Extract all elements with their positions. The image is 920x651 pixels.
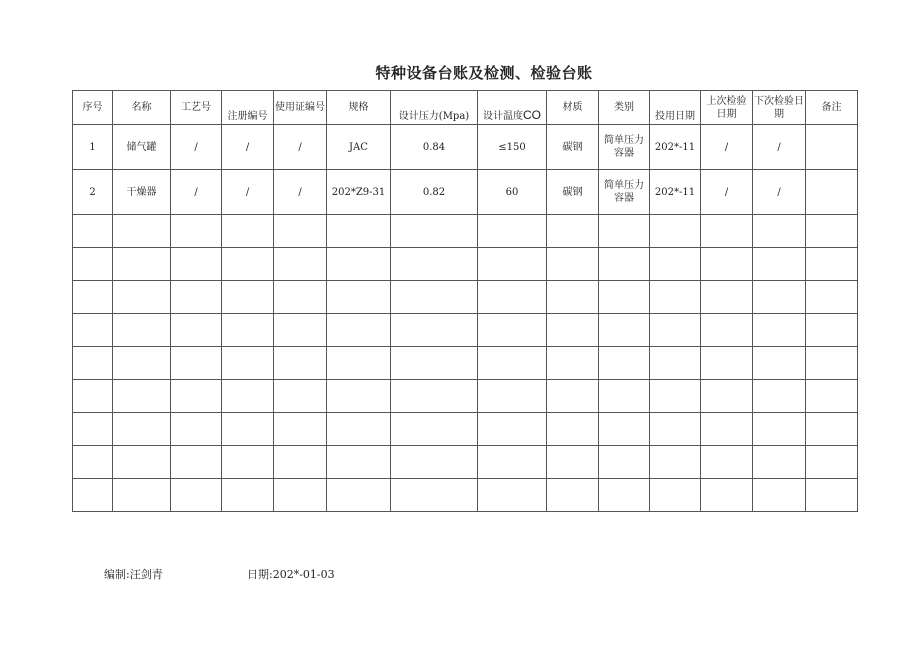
empty-cell <box>327 446 391 479</box>
cell-next-inspection: / <box>753 125 806 170</box>
empty-cell <box>599 347 650 380</box>
empty-cell <box>701 413 753 446</box>
cell-name: 储气罐 <box>113 125 171 170</box>
empty-cell <box>806 347 858 380</box>
empty-cell <box>73 314 113 347</box>
empty-cell <box>274 380 327 413</box>
empty-cell <box>222 380 274 413</box>
cell-seq: 2 <box>73 170 113 215</box>
empty-cell <box>113 248 171 281</box>
empty-cell <box>274 314 327 347</box>
empty-cell <box>753 380 806 413</box>
empty-cell <box>478 446 547 479</box>
empty-cell <box>171 413 222 446</box>
cell-spec: JAC <box>327 125 391 170</box>
empty-cell <box>701 479 753 512</box>
cell-material: 碳钢 <box>547 125 599 170</box>
empty-row <box>73 248 858 281</box>
header-design-pressure: 设计压力(Mpa) <box>391 91 478 125</box>
cell-in-service-date: 202*-11 <box>650 125 701 170</box>
empty-row <box>73 215 858 248</box>
empty-cell <box>753 413 806 446</box>
empty-row <box>73 314 858 347</box>
table-row <box>73 170 858 215</box>
empty-cell <box>113 215 171 248</box>
editor-label: 编制: <box>104 568 130 581</box>
empty-cell <box>650 479 701 512</box>
empty-cell <box>222 347 274 380</box>
cell-design-temp: ≤150 <box>478 125 547 170</box>
equipment-ledger-table <box>72 90 858 512</box>
cell-material: 碳钢 <box>547 170 599 215</box>
empty-cell <box>391 479 478 512</box>
empty-cell <box>753 314 806 347</box>
empty-cell <box>391 215 478 248</box>
empty-cell <box>701 248 753 281</box>
empty-cell <box>171 314 222 347</box>
empty-cell <box>650 281 701 314</box>
empty-cell <box>599 314 650 347</box>
cell-reg-no: / <box>222 170 274 215</box>
header-design-temp-unit: CO <box>523 108 541 122</box>
empty-cell <box>547 248 599 281</box>
header-reg-no: 注册编号 <box>222 91 274 125</box>
empty-cell <box>274 479 327 512</box>
empty-cell <box>391 380 478 413</box>
cell-cert-no: / <box>274 170 327 215</box>
empty-cell <box>547 380 599 413</box>
empty-cell <box>73 380 113 413</box>
cell-process-no: / <box>171 170 222 215</box>
empty-cell <box>547 446 599 479</box>
empty-cell <box>274 446 327 479</box>
cell-process-no: / <box>171 125 222 170</box>
empty-cell <box>222 314 274 347</box>
empty-cell <box>753 215 806 248</box>
empty-cell <box>274 281 327 314</box>
empty-cell <box>753 347 806 380</box>
empty-cell <box>547 413 599 446</box>
empty-cell <box>171 281 222 314</box>
cell-category: 简单压力容器 <box>599 170 650 215</box>
empty-cell <box>547 314 599 347</box>
empty-cell <box>650 380 701 413</box>
empty-cell <box>806 248 858 281</box>
header-remarks: 备注 <box>806 91 858 125</box>
empty-cell <box>806 380 858 413</box>
empty-cell <box>753 479 806 512</box>
cell-seq: 1 <box>73 125 113 170</box>
cell-name: 干燥器 <box>113 170 171 215</box>
empty-cell <box>222 479 274 512</box>
empty-row <box>73 479 858 512</box>
cell-last-inspection: / <box>701 170 753 215</box>
empty-cell <box>547 479 599 512</box>
empty-cell <box>478 281 547 314</box>
cell-category: 简单压力容器 <box>599 125 650 170</box>
empty-cell <box>478 380 547 413</box>
empty-cell <box>222 281 274 314</box>
empty-cell <box>701 314 753 347</box>
empty-cell <box>806 281 858 314</box>
empty-row <box>73 380 858 413</box>
empty-cell <box>753 281 806 314</box>
empty-cell <box>327 215 391 248</box>
empty-cell <box>222 446 274 479</box>
header-material: 材质 <box>547 91 599 125</box>
empty-cell <box>391 314 478 347</box>
cell-spec: 202*Z9-31 <box>327 170 391 215</box>
empty-cell <box>113 380 171 413</box>
cell-remarks <box>806 170 858 215</box>
empty-cell <box>274 215 327 248</box>
empty-cell <box>599 413 650 446</box>
header-next-inspection: 下次检验日期 <box>753 91 806 125</box>
cell-reg-no: / <box>222 125 274 170</box>
header-name: 名称 <box>113 91 171 125</box>
empty-cell <box>73 281 113 314</box>
header-row <box>73 91 858 125</box>
header-design-temp-label: 设计温度 <box>483 111 523 122</box>
empty-cell <box>547 347 599 380</box>
empty-cell <box>599 446 650 479</box>
empty-cell <box>547 215 599 248</box>
empty-cell <box>171 215 222 248</box>
empty-cell <box>806 479 858 512</box>
empty-cell <box>650 248 701 281</box>
cell-cert-no: / <box>274 125 327 170</box>
empty-cell <box>701 347 753 380</box>
header-cert-no: 使用证编号 <box>274 91 327 125</box>
cell-remarks <box>806 125 858 170</box>
empty-cell <box>599 248 650 281</box>
empty-cell <box>650 314 701 347</box>
empty-cell <box>113 479 171 512</box>
cell-design-temp: 60 <box>478 170 547 215</box>
header-design-temp <box>478 91 547 125</box>
empty-row <box>73 281 858 314</box>
empty-cell <box>478 215 547 248</box>
empty-cell <box>113 281 171 314</box>
editor-name: 汪剑青 <box>129 568 163 581</box>
empty-cell <box>327 248 391 281</box>
empty-cell <box>73 347 113 380</box>
empty-cell <box>73 215 113 248</box>
empty-cell <box>547 281 599 314</box>
empty-cell <box>73 413 113 446</box>
table-row <box>73 125 858 170</box>
empty-cell <box>327 479 391 512</box>
empty-cell <box>650 347 701 380</box>
header-in-service-date: 投用日期 <box>650 91 701 125</box>
empty-cell <box>478 347 547 380</box>
empty-cell <box>478 248 547 281</box>
empty-cell <box>650 215 701 248</box>
cell-next-inspection: / <box>753 170 806 215</box>
empty-cell <box>327 347 391 380</box>
cell-design-pressure: 0.82 <box>391 170 478 215</box>
empty-cell <box>274 248 327 281</box>
empty-cell <box>391 248 478 281</box>
empty-cell <box>478 479 547 512</box>
empty-cell <box>701 446 753 479</box>
empty-cell <box>650 413 701 446</box>
empty-cell <box>391 446 478 479</box>
empty-cell <box>171 446 222 479</box>
empty-cell <box>327 281 391 314</box>
empty-cell <box>599 380 650 413</box>
empty-cell <box>113 347 171 380</box>
cell-design-pressure: 0.84 <box>391 125 478 170</box>
empty-cell <box>171 248 222 281</box>
empty-cell <box>391 347 478 380</box>
empty-row <box>73 347 858 380</box>
page-title: 特种设备台账及检测、检验台账 <box>375 64 593 82</box>
empty-cell <box>73 248 113 281</box>
header-category: 类别 <box>599 91 650 125</box>
empty-cell <box>222 248 274 281</box>
cell-in-service-date: 202*-11 <box>650 170 701 215</box>
header-process-no: 工艺号 <box>171 91 222 125</box>
empty-cell <box>274 347 327 380</box>
empty-cell <box>478 413 547 446</box>
date-value: 202*-01-03 <box>272 568 335 581</box>
empty-cell <box>113 314 171 347</box>
empty-cell <box>701 215 753 248</box>
empty-cell <box>73 479 113 512</box>
empty-cell <box>650 446 701 479</box>
empty-cell <box>806 314 858 347</box>
empty-cell <box>113 446 171 479</box>
date-label: 日期: <box>247 568 273 581</box>
empty-cell <box>327 314 391 347</box>
empty-cell <box>806 413 858 446</box>
empty-row <box>73 413 858 446</box>
empty-cell <box>327 380 391 413</box>
empty-cell <box>599 215 650 248</box>
cell-last-inspection: / <box>701 125 753 170</box>
footer-editor <box>104 566 163 582</box>
empty-cell <box>599 281 650 314</box>
footer-date <box>247 566 335 582</box>
empty-cell <box>171 347 222 380</box>
empty-cell <box>391 413 478 446</box>
empty-cell <box>806 446 858 479</box>
header-spec: 规格 <box>327 91 391 125</box>
header-seq: 序号 <box>73 91 113 125</box>
empty-cell <box>222 215 274 248</box>
empty-cell <box>701 380 753 413</box>
header-last-inspection: 上次检验日期 <box>701 91 753 125</box>
empty-cell <box>753 446 806 479</box>
empty-cell <box>701 281 753 314</box>
empty-row <box>73 446 858 479</box>
empty-cell <box>599 479 650 512</box>
empty-cell <box>753 248 806 281</box>
empty-cell <box>171 380 222 413</box>
empty-cell <box>478 314 547 347</box>
empty-cell <box>327 413 391 446</box>
empty-cell <box>113 413 171 446</box>
empty-cell <box>806 215 858 248</box>
empty-cell <box>274 413 327 446</box>
empty-cell <box>222 413 274 446</box>
empty-cell <box>73 446 113 479</box>
empty-cell <box>391 281 478 314</box>
empty-cell <box>171 479 222 512</box>
